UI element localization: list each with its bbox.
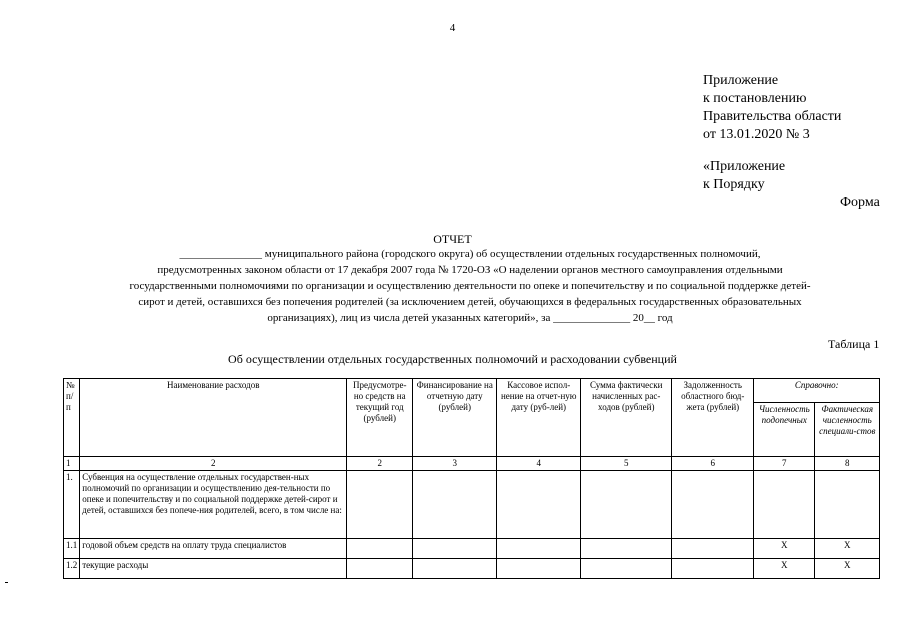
report-line: государственными полномочиями по организации и осуществлению деятельности по опеке и попечительству и по социальной поддержке детей- — [129, 280, 811, 292]
header-name: Наименование расходов — [80, 379, 347, 457]
row-cell — [581, 471, 672, 539]
row-cell — [497, 539, 581, 559]
table-row — [64, 471, 880, 539]
header-num: № п/п — [64, 379, 80, 457]
row-cell — [347, 539, 413, 559]
colnum-cell: 7 — [754, 457, 815, 471]
table-row — [64, 559, 880, 579]
row-cell — [581, 559, 672, 579]
header-planned: Предусмотре-но средств на текущий год (рублей) — [347, 379, 413, 457]
row-name: Субвенция на осуществление отдельных государствен-ных полномочий по организации и осуществлению дея-тельности по опеке и попечительству и по социальной поддержке детей-сирот и детей, оставшихся без попече-ния родителей, всего, в том числе на: — [80, 471, 347, 539]
report-description — [60, 246, 880, 326]
row-wards: X — [754, 539, 815, 559]
appendix-line: Правительства области — [703, 109, 842, 124]
report-line: организациях), лиц из числа детей указанных категорий», за ______________ 20__ год — [267, 312, 673, 324]
appendix-block — [703, 72, 841, 144]
row-cell — [347, 559, 413, 579]
row-specialists — [815, 471, 880, 539]
row-cell — [581, 539, 672, 559]
colnum-cell: 4 — [497, 457, 581, 471]
row-num: 1. — [64, 471, 80, 539]
appendix-line: Приложение — [703, 73, 779, 88]
row-num: 1.2 — [64, 559, 80, 579]
row-wards: X — [754, 559, 815, 579]
scan-mark — [5, 582, 8, 583]
header-reference: Справочно: — [754, 379, 880, 403]
header-accrued: Сумма фактически начисленных рас-ходов (рублей) — [581, 379, 672, 457]
header-financing: Финансирование на отчетную дату (рублей) — [413, 379, 497, 457]
row-cell — [413, 559, 497, 579]
row-cell — [497, 471, 581, 539]
form-label: Форма — [840, 195, 880, 210]
row-num: 1.1 — [64, 539, 80, 559]
appendix-order-block — [703, 158, 785, 194]
report-title: ОТЧЕТ — [433, 232, 472, 246]
row-cell — [497, 559, 581, 579]
row-wards — [754, 471, 815, 539]
table-number: Таблица 1 — [828, 337, 880, 351]
colnum-cell: 2 — [347, 457, 413, 471]
table-row — [64, 539, 880, 559]
row-specialists: X — [815, 539, 880, 559]
colnum-cell: 6 — [672, 457, 754, 471]
report-line: _______________ муниципального района (городского округа) об осуществлении отдельных государственных полномочий, — [179, 248, 761, 260]
row-cell — [672, 471, 754, 539]
appendix-line: от 13.01.2020 № 3 — [703, 127, 810, 142]
appendix-line: к Порядку — [703, 177, 765, 192]
row-name: годовой объем средств на оплату труда специалистов — [80, 539, 347, 559]
header-specialists: Фактическая численность специали-стов — [815, 403, 880, 457]
row-cell — [347, 471, 413, 539]
report-table — [63, 378, 880, 579]
header-wards: Численность подопечных — [754, 403, 815, 457]
appendix-line: к постановлению — [703, 91, 807, 106]
colnum-cell: 8 — [815, 457, 880, 471]
colnum-cell: 5 — [581, 457, 672, 471]
appendix-line: «Приложение — [703, 159, 786, 174]
page-number: 4 — [449, 22, 456, 34]
row-cell — [672, 539, 754, 559]
table-caption: Об осуществлении отдельных государственных полномочий и расходовании субвенций — [228, 352, 677, 366]
report-line: сирот и детей, оставшихся без попечения родителей (за исключением детей, обучающихся в федеральных государственных образовательных — [138, 296, 802, 308]
colnum-cell: 1 — [64, 457, 80, 471]
row-specialists: X — [815, 559, 880, 579]
colnum-cell: 3 — [413, 457, 497, 471]
report-line: предусмотренных законом области от 17 декабря 2007 года № 1720-ОЗ «О наделении органов местного самоуправления отдельными — [157, 264, 783, 276]
colnum-cell: 2 — [80, 457, 347, 471]
row-name: текущие расходы — [80, 559, 347, 579]
row-cell — [413, 471, 497, 539]
row-cell — [672, 559, 754, 579]
header-debt: Задолженность областного бюд-жета (рублей) — [672, 379, 754, 457]
header-cash: Кассовое испол-нение на отчет-ную дату (руб-лей) — [497, 379, 581, 457]
row-cell — [413, 539, 497, 559]
